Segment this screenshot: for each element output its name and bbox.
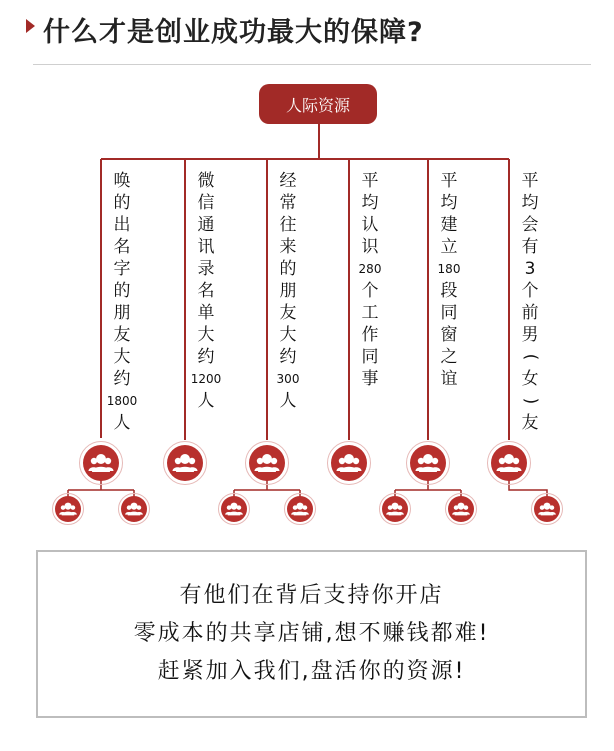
people-group-icon <box>492 446 526 480</box>
person-icon <box>222 497 246 521</box>
branch-text-before: 经 常 往 来 的 朋 友 大 约 <box>279 171 297 367</box>
branch-text-before: 平 均 建 立 <box>440 171 458 257</box>
people-group-icon <box>411 446 445 480</box>
branch-number: 180 <box>437 262 461 276</box>
branch-text-after: 人 <box>113 413 131 433</box>
branch-text-before: 平 均 认 识 <box>361 171 379 257</box>
branch-text-after: 段 同 窗 之 谊 <box>440 281 458 389</box>
branch-number: 300 <box>276 372 300 386</box>
message-line-2: 零成本的共享店铺,想不赚钱都难! <box>133 621 490 646</box>
root-label: 人际资源 <box>285 95 350 115</box>
branch-number: 1200 <box>190 372 222 386</box>
person-icon <box>56 497 80 521</box>
people-group-icon <box>332 446 366 480</box>
branch-text-before: 微 信 通 讯 录 名 单 大 约 <box>197 171 215 367</box>
branch-text-before: 唤 的 出 名 字 的 朋 友 大 约 <box>113 171 131 389</box>
branch-text-after: 个 工 作 同 事 <box>361 281 379 389</box>
person-icon <box>383 497 407 521</box>
branch-text-before: 平 均 会 有 3 个 前 男 ( 女 ) 友 <box>519 171 540 433</box>
branch-text-after: 人 <box>197 391 215 411</box>
person-icon <box>449 497 473 521</box>
person-icon <box>535 497 559 521</box>
message-box <box>36 550 587 718</box>
branch-text-after: 人 <box>279 391 297 411</box>
person-icon <box>122 497 146 521</box>
page-title: 什么才是创业成功最大的保障? <box>43 17 424 48</box>
message-line-3: 赶紧加入我们,盘活你的资源! <box>157 659 466 684</box>
branch-number: 1800 <box>106 394 138 408</box>
people-group-icon <box>168 446 202 480</box>
message-line-1: 有他们在背后支持你开店 <box>179 583 444 608</box>
branch-number: 280 <box>358 262 382 276</box>
person-icon <box>288 497 312 521</box>
people-group-icon <box>84 446 118 480</box>
people-group-icon <box>250 446 284 480</box>
